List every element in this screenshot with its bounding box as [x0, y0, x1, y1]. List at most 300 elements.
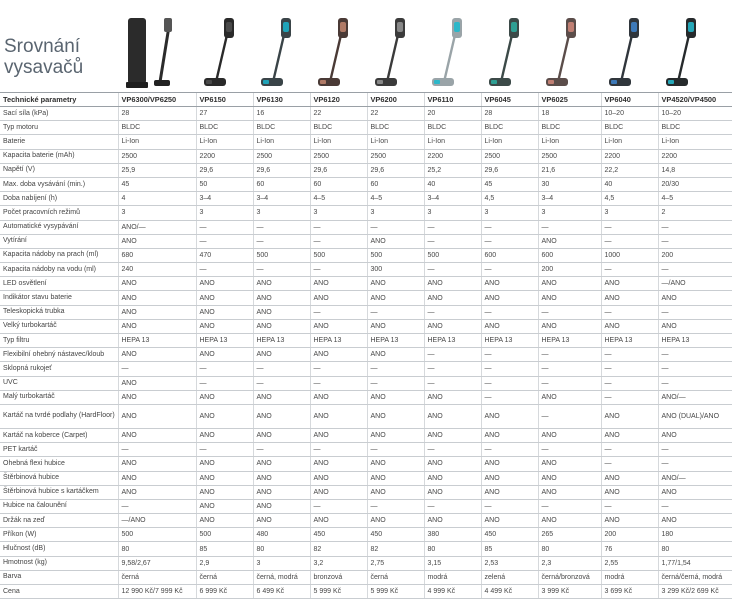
- table-cell: 2,55: [601, 556, 658, 570]
- table-cell: —: [424, 376, 481, 390]
- table-cell: 45: [118, 177, 196, 191]
- table-cell: —: [310, 263, 367, 277]
- table-cell: —: [481, 390, 538, 404]
- table-cell: —: [601, 443, 658, 457]
- table-cell: 450: [310, 528, 367, 542]
- parameter-label: Max. doba vysávání (min.): [0, 177, 118, 191]
- table-cell: ANO: [601, 428, 658, 442]
- table-cell: 680: [118, 248, 196, 262]
- table-cell: —: [601, 263, 658, 277]
- stick-vacuum-light-icon: [422, 14, 478, 92]
- table-cell: ANO: [601, 485, 658, 499]
- table-cell: —: [424, 263, 481, 277]
- table-cell: 500: [424, 248, 481, 262]
- table-cell: 80: [538, 542, 601, 556]
- table-cell: ANO: [118, 404, 196, 428]
- table-cell: ANO: [310, 348, 367, 362]
- table-cell: —: [601, 362, 658, 376]
- table-cell: —: [196, 234, 253, 248]
- table-row: [0, 107, 732, 121]
- table-cell: ANO: [196, 428, 253, 442]
- table-row: [0, 305, 732, 319]
- table-cell: ANO: [481, 277, 538, 291]
- table-cell: 18: [538, 107, 601, 121]
- table-cell: ANO: [310, 319, 367, 333]
- table-cell: Li-Ion: [424, 135, 481, 149]
- table-row: [0, 177, 732, 191]
- table-cell: Li-Ion: [253, 135, 310, 149]
- table-cell: 27: [196, 107, 253, 121]
- table-row: [0, 376, 732, 390]
- table-cell: —: [118, 499, 196, 513]
- table-cell: Li-Ion: [310, 135, 367, 149]
- parameter-label: Vytírání: [0, 234, 118, 248]
- table-cell: ANO: [658, 428, 732, 442]
- table-cell: ANO: [424, 277, 481, 291]
- table-cell: ANO: [367, 485, 424, 499]
- table-cell: ANO: [538, 457, 601, 471]
- table-cell: —: [658, 220, 732, 234]
- table-cell: 21,6: [538, 163, 601, 177]
- table-cell: ANO: [424, 291, 481, 305]
- table-cell: ANO: [538, 428, 601, 442]
- table-cell: —: [538, 305, 601, 319]
- table-cell: HEPA 13: [424, 334, 481, 348]
- parameter-label: Indikátor stavu baterie: [0, 291, 118, 305]
- table-cell: BLDC: [538, 121, 601, 135]
- table-cell: 5 999 Kč: [367, 585, 424, 599]
- table-cell: ANO: [367, 277, 424, 291]
- table-cell: —: [253, 376, 310, 390]
- table-cell: Li-Ion: [367, 135, 424, 149]
- table-cell: HEPA 13: [538, 334, 601, 348]
- table-row: [0, 457, 732, 471]
- table-cell: 300: [367, 263, 424, 277]
- table-cell: ANO: [601, 291, 658, 305]
- parameter-label: Teleskopická trubka: [0, 305, 118, 319]
- table-cell: černá: [118, 570, 196, 584]
- table-cell: —: [367, 376, 424, 390]
- table-cell: ANO/—: [658, 390, 732, 404]
- table-cell: ANO: [118, 376, 196, 390]
- table-cell: ANO: [310, 291, 367, 305]
- table-cell: —: [601, 305, 658, 319]
- table-cell: ANO: [367, 291, 424, 305]
- parameter-label: Počet pracovních režimů: [0, 206, 118, 220]
- table-cell: Li-Ion: [538, 135, 601, 149]
- table-cell: ANO: [367, 234, 424, 248]
- table-cell: ANO/—: [658, 471, 732, 485]
- parameter-label: Štěrbinová hubice: [0, 471, 118, 485]
- table-cell: ANO: [367, 390, 424, 404]
- table-cell: 10–20: [658, 107, 732, 121]
- table-cell: 4: [118, 192, 196, 206]
- table-row: [0, 390, 732, 404]
- table-cell: 85: [481, 542, 538, 556]
- table-cell: ANO: [601, 514, 658, 528]
- table-row: [0, 319, 732, 333]
- table-cell: černá/bronzová: [538, 570, 601, 584]
- table-cell: 3 699 Kč: [601, 585, 658, 599]
- table-cell: HEPA 13: [310, 334, 367, 348]
- table-cell: —: [481, 348, 538, 362]
- table-cell: ANO: [253, 390, 310, 404]
- title-line-2: vysavačů: [4, 57, 84, 78]
- table-cell: ANO: [196, 471, 253, 485]
- table-cell: —: [481, 305, 538, 319]
- table-cell: 3 999 Kč: [538, 585, 601, 599]
- table-cell: BLDC: [424, 121, 481, 135]
- table-cell: ANO: [658, 319, 732, 333]
- table-cell: —: [538, 376, 601, 390]
- table-cell: —: [424, 305, 481, 319]
- table-cell: ANO: [310, 404, 367, 428]
- table-cell: 12 990 Kč/7 999 Kč: [118, 585, 196, 599]
- table-cell: ANO: [310, 457, 367, 471]
- parameter-label: Držák na zeď: [0, 514, 118, 528]
- parameter-label: Cena: [0, 585, 118, 599]
- table-cell: —: [367, 443, 424, 457]
- table-cell: ANO: [481, 404, 538, 428]
- table-cell: ANO: [118, 457, 196, 471]
- table-cell: 380: [424, 528, 481, 542]
- table-row: [0, 291, 732, 305]
- table-cell: ANO: [253, 485, 310, 499]
- table-cell: 6 499 Kč: [253, 585, 310, 599]
- table-cell: 6 999 Kč: [196, 585, 253, 599]
- table-cell: ANO: [658, 514, 732, 528]
- table-cell: ANO: [118, 291, 196, 305]
- table-cell: ANO: [310, 485, 367, 499]
- table-cell: —: [196, 376, 253, 390]
- header-model: VP6045: [481, 93, 538, 107]
- table-row: [0, 121, 732, 135]
- table-cell: ANO: [118, 234, 196, 248]
- stick-vacuum-blue-icon: [599, 14, 655, 92]
- table-cell: ANO: [601, 471, 658, 485]
- table-cell: —: [481, 263, 538, 277]
- table-cell: ANO: [367, 457, 424, 471]
- table-cell: —: [601, 390, 658, 404]
- table-cell: 40: [424, 177, 481, 191]
- title-line-1: Srovnání: [4, 36, 81, 57]
- table-cell: —: [601, 499, 658, 513]
- table-cell: —: [658, 234, 732, 248]
- table-row: [0, 206, 732, 220]
- table-cell: ANO: [253, 457, 310, 471]
- table-cell: BLDC: [253, 121, 310, 135]
- table-cell: ANO: [424, 471, 481, 485]
- table-cell: HEPA 13: [601, 334, 658, 348]
- table-row: [0, 234, 732, 248]
- table-cell: 22,2: [601, 163, 658, 177]
- table-cell: 28: [118, 107, 196, 121]
- table-cell: —: [658, 376, 732, 390]
- table-cell: ANO: [196, 404, 253, 428]
- table-cell: ANO: [196, 319, 253, 333]
- table-cell: 2,9: [196, 556, 253, 570]
- table-cell: 85: [196, 542, 253, 556]
- table-cell: —: [310, 234, 367, 248]
- table-cell: černá/černá, modrá: [658, 570, 732, 584]
- table-cell: ANO: [481, 291, 538, 305]
- table-cell: 3: [538, 206, 601, 220]
- parameter-label: Kartáč na tvrdé podlahy (HardFloor): [0, 404, 118, 428]
- table-cell: 3–4: [538, 192, 601, 206]
- table-cell: 40: [601, 177, 658, 191]
- table-cell: 22: [367, 107, 424, 121]
- table-cell: —: [538, 220, 601, 234]
- table-row: [0, 220, 732, 234]
- table-cell: —: [310, 362, 367, 376]
- table-cell: —: [481, 499, 538, 513]
- page-title: [4, 36, 83, 78]
- table-cell: Li-Ion: [481, 135, 538, 149]
- parameter-label: Doba nabíjení (h): [0, 192, 118, 206]
- table-cell: —: [424, 443, 481, 457]
- table-cell: —: [658, 362, 732, 376]
- table-cell: 2200: [424, 149, 481, 163]
- table-cell: zelená: [481, 570, 538, 584]
- header-model: VP6025: [538, 93, 601, 107]
- stick-vacuum-teal-icon: [251, 14, 307, 92]
- table-cell: —: [658, 348, 732, 362]
- table-cell: 2500: [481, 149, 538, 163]
- table-cell: —: [424, 362, 481, 376]
- stick-vacuum-bronze-icon: [308, 14, 364, 92]
- table-row: [0, 404, 732, 428]
- table-cell: 2500: [538, 149, 601, 163]
- table-cell: ANO: [310, 428, 367, 442]
- table-cell: 3,2: [310, 556, 367, 570]
- parameter-label: Velký turbokartáč: [0, 319, 118, 333]
- table-row: [0, 528, 732, 542]
- table-cell: 14,8: [658, 163, 732, 177]
- table-cell: ANO: [118, 348, 196, 362]
- table-cell: —: [601, 348, 658, 362]
- table-cell: 10–20: [601, 107, 658, 121]
- table-cell: —: [538, 362, 601, 376]
- stick-vacuum-duo-icon: [656, 14, 712, 92]
- table-cell: 4,5: [601, 192, 658, 206]
- product-images-row: [118, 14, 732, 92]
- table-cell: —: [658, 443, 732, 457]
- parameter-label: Malý turbokartáč: [0, 390, 118, 404]
- table-cell: 3: [118, 206, 196, 220]
- table-cell: 4,5: [481, 192, 538, 206]
- table-cell: 4–5: [310, 192, 367, 206]
- table-cell: 2500: [253, 149, 310, 163]
- table-cell: ANO: [424, 428, 481, 442]
- table-cell: 180: [658, 528, 732, 542]
- table-row: [0, 248, 732, 262]
- table-cell: 20: [424, 107, 481, 121]
- table-cell: ANO: [424, 485, 481, 499]
- table-cell: —: [424, 234, 481, 248]
- header-model: VP6150: [196, 93, 253, 107]
- table-cell: 1,77/1,54: [658, 556, 732, 570]
- table-cell: 82: [367, 542, 424, 556]
- table-cell: ANO: [118, 428, 196, 442]
- table-cell: —/ANO: [118, 514, 196, 528]
- table-header-row: [0, 93, 732, 107]
- table-cell: —: [196, 362, 253, 376]
- table-cell: ANO: [367, 404, 424, 428]
- table-cell: BLDC: [118, 121, 196, 135]
- table-cell: 4 999 Kč: [424, 585, 481, 599]
- table-cell: 3 299 Kč/2 699 Kč: [658, 585, 732, 599]
- table-cell: ANO: [253, 499, 310, 513]
- table-cell: BLDC: [601, 121, 658, 135]
- table-cell: ANO: [118, 471, 196, 485]
- table-row: [0, 443, 732, 457]
- table-cell: ANO: [196, 457, 253, 471]
- table-cell: —: [253, 263, 310, 277]
- table-cell: ANO: [367, 319, 424, 333]
- table-cell: —: [481, 220, 538, 234]
- table-cell: 2,3: [538, 556, 601, 570]
- table-cell: —: [310, 443, 367, 457]
- table-cell: —: [538, 499, 601, 513]
- table-cell: ANO: [367, 471, 424, 485]
- table-row: [0, 192, 732, 206]
- table-cell: ANO/—: [118, 220, 196, 234]
- stick-vacuum-gray-icon: [365, 14, 421, 92]
- table-cell: modrá: [601, 570, 658, 584]
- table-cell: —: [367, 220, 424, 234]
- table-cell: černá: [196, 570, 253, 584]
- table-cell: ANO: [196, 514, 253, 528]
- table-cell: —: [481, 362, 538, 376]
- parameter-label: Flexibilní ohebný nástavec/kloub: [0, 348, 118, 362]
- table-cell: 2500: [310, 149, 367, 163]
- table-cell: —: [118, 443, 196, 457]
- vacuum-with-dock-icon: [124, 14, 180, 92]
- header-model: VP6300/VP6250: [118, 93, 196, 107]
- table-cell: 80: [658, 542, 732, 556]
- table-row: [0, 485, 732, 499]
- table-cell: ANO: [253, 319, 310, 333]
- table-cell: 4 499 Kč: [481, 585, 538, 599]
- parameter-label: Napětí (V): [0, 163, 118, 177]
- parameter-label: Hmotnost (kg): [0, 556, 118, 570]
- comparison-table: [0, 92, 732, 599]
- table-cell: —: [658, 305, 732, 319]
- table-cell: 29,6: [196, 163, 253, 177]
- table-cell: ANO: [538, 319, 601, 333]
- parameter-label: Typ filtru: [0, 334, 118, 348]
- table-cell: 200: [658, 248, 732, 262]
- table-cell: 3–4: [253, 192, 310, 206]
- table-cell: 4–5: [658, 192, 732, 206]
- table-cell: —: [538, 348, 601, 362]
- table-cell: 30: [538, 177, 601, 191]
- table-cell: 3: [253, 556, 310, 570]
- table-cell: 25,9: [118, 163, 196, 177]
- table-cell: ANO: [424, 404, 481, 428]
- table-cell: ANO: [481, 471, 538, 485]
- parameter-label: Baterie: [0, 135, 118, 149]
- table-cell: 600: [538, 248, 601, 262]
- parameter-label: Kapacita nádoby na prach (ml): [0, 248, 118, 262]
- table-cell: 2,75: [367, 556, 424, 570]
- table-cell: 25,2: [424, 163, 481, 177]
- table-cell: —: [481, 376, 538, 390]
- header-model: VP6110: [424, 93, 481, 107]
- table-cell: modrá: [424, 570, 481, 584]
- table-cell: —: [118, 362, 196, 376]
- table-cell: —/ANO: [658, 277, 732, 291]
- table-cell: 3,15: [424, 556, 481, 570]
- table-cell: ANO: [538, 471, 601, 485]
- table-cell: ANO: [310, 471, 367, 485]
- table-cell: 80: [118, 542, 196, 556]
- table-cell: —: [310, 499, 367, 513]
- table-cell: 80: [424, 542, 481, 556]
- table-cell: —: [367, 499, 424, 513]
- table-cell: ANO: [196, 305, 253, 319]
- table-row: [0, 135, 732, 149]
- table-cell: ANO: [253, 428, 310, 442]
- table-cell: —: [424, 499, 481, 513]
- table-cell: 29,6: [481, 163, 538, 177]
- table-cell: HEPA 13: [481, 334, 538, 348]
- table-cell: —: [538, 404, 601, 428]
- table-cell: ANO: [310, 514, 367, 528]
- table-cell: 9,58/2,67: [118, 556, 196, 570]
- table-cell: —: [601, 376, 658, 390]
- table-cell: ANO: [196, 390, 253, 404]
- parameter-label: Typ motoru: [0, 121, 118, 135]
- table-cell: Li-Ion: [601, 135, 658, 149]
- table-cell: 3: [367, 206, 424, 220]
- table-cell: 200: [601, 528, 658, 542]
- table-cell: —: [367, 362, 424, 376]
- table-cell: ANO: [253, 277, 310, 291]
- header-model: VP4520/VP4500: [658, 93, 732, 107]
- table-cell: 3: [196, 206, 253, 220]
- table-cell: ANO: [481, 457, 538, 471]
- table-cell: 470: [196, 248, 253, 262]
- table-cell: ANO: [253, 305, 310, 319]
- table-row: [0, 149, 732, 163]
- parameter-label: Kapacita baterie (mAh): [0, 149, 118, 163]
- parameter-label: Sklopná rukojeť: [0, 362, 118, 376]
- table-cell: ANO: [118, 305, 196, 319]
- table-cell: 22: [310, 107, 367, 121]
- table-cell: 50: [196, 177, 253, 191]
- table-cell: 500: [118, 528, 196, 542]
- table-cell: ANO: [481, 428, 538, 442]
- table-cell: ANO: [481, 485, 538, 499]
- header-model: VP6040: [601, 93, 658, 107]
- table-row: [0, 556, 732, 570]
- table-cell: ANO: [118, 319, 196, 333]
- table-cell: ANO: [118, 277, 196, 291]
- table-cell: 200: [538, 263, 601, 277]
- table-cell: ANO: [538, 390, 601, 404]
- table-cell: —: [481, 443, 538, 457]
- table-cell: ANO: [253, 514, 310, 528]
- table-cell: 29,6: [310, 163, 367, 177]
- table-cell: —: [253, 443, 310, 457]
- table-cell: 2200: [601, 149, 658, 163]
- table-cell: 3: [481, 206, 538, 220]
- table-cell: ANO: [424, 319, 481, 333]
- table-row: [0, 542, 732, 556]
- table-cell: ANO: [118, 485, 196, 499]
- table-cell: 265: [538, 528, 601, 542]
